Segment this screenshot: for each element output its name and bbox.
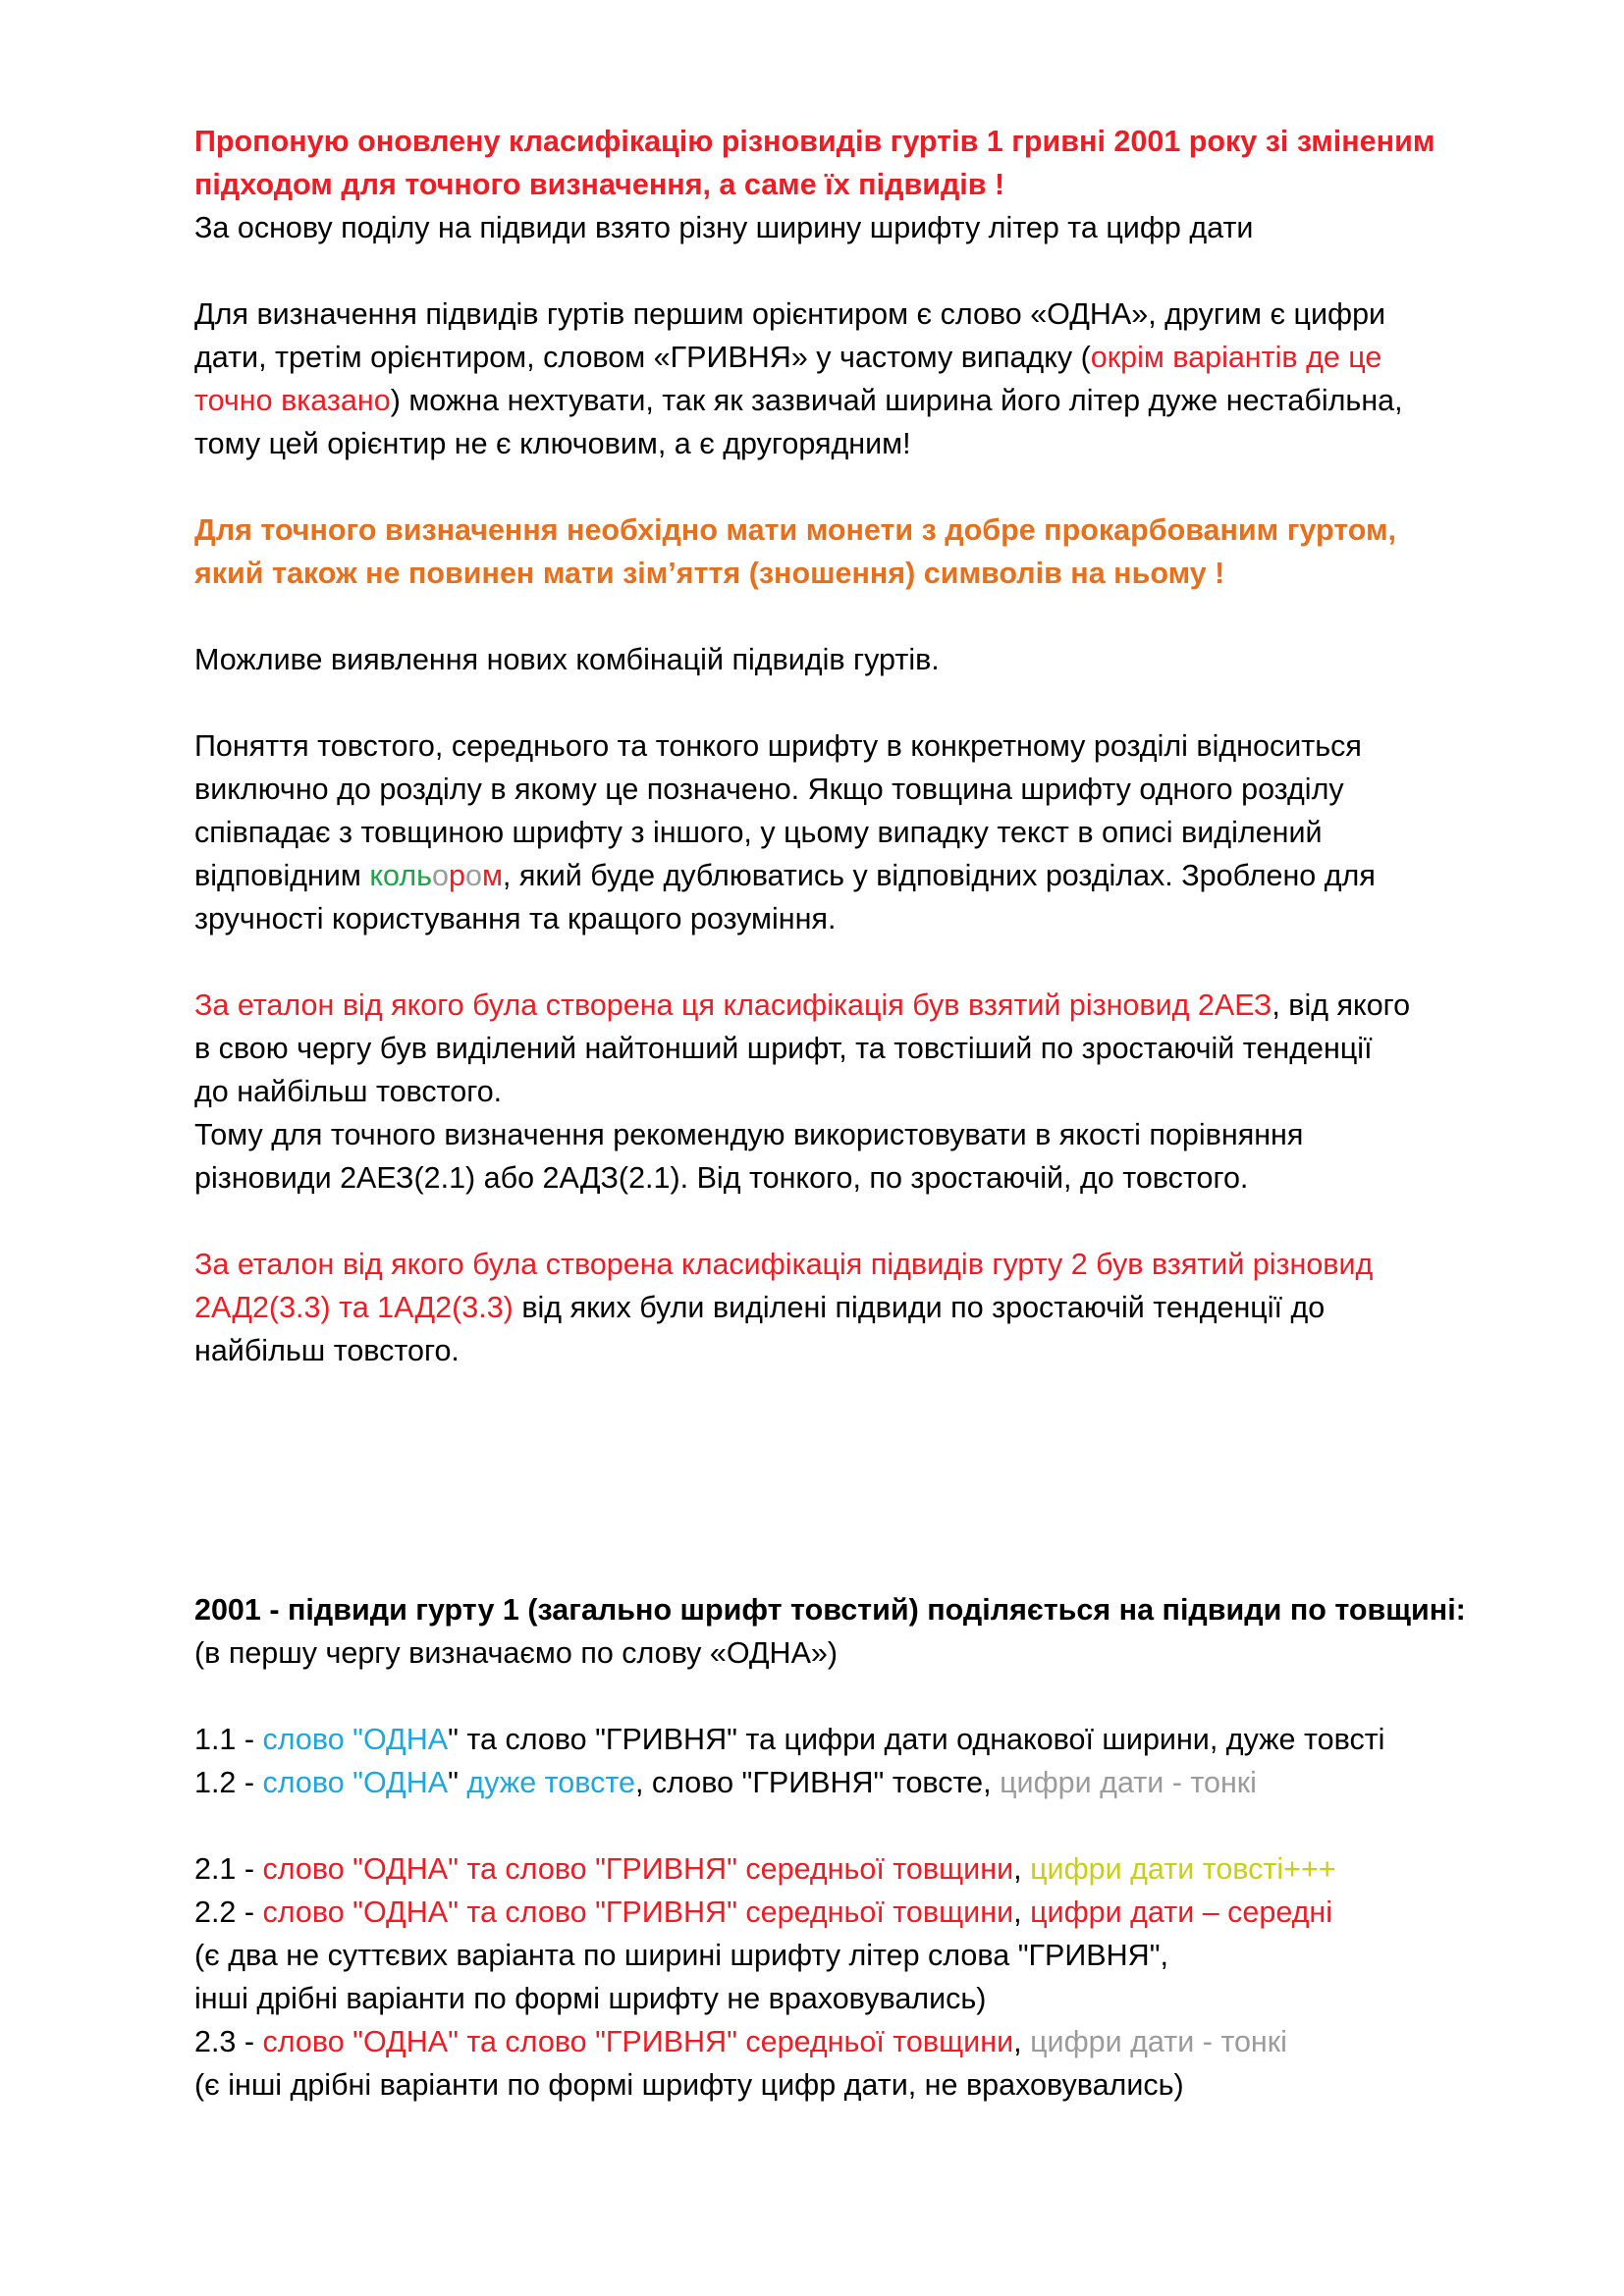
- text-line: дати, третім орієнтиром, словом «ГРИВНЯ» у частому випадку (окрім варіантів де це: [194, 341, 1382, 374]
- text-line: зручності користування та кращого розуміння.: [194, 902, 837, 935]
- color-word-part: о: [432, 859, 449, 892]
- text-line: Для визначення підвидів гуртів першим орієнтиром є слово «ОДНА», другим є цифри: [194, 297, 1386, 331]
- text-line: найбільш товстого.: [194, 1334, 460, 1367]
- text-line: співпадає з товщиною шрифту з іншого, у цьому випадку текст в описі виділений: [194, 816, 1323, 849]
- item-2-3: 2.3 - слово "ОДНА" та слово "ГРИВНЯ" середньої товщини, цифри дати - тонкі: [194, 2025, 1287, 2058]
- intro-basis: За основу поділу на підвиди взято різну ширину шрифту літер та цифр дати: [194, 211, 1254, 244]
- text-line: точно вказано) можна нехтувати, так як зазвичай ширина його літер дуже нестабільна,: [194, 384, 1403, 417]
- section-subheading: (в першу чергу визначаємо по слову «ОДНА»): [194, 1636, 839, 1670]
- section-heading: 2001 - підвиди гурту 1 (загально шрифт товстий) поділяється на підвиди по товщині:: [194, 1593, 1466, 1627]
- color-word-part: р: [449, 859, 465, 892]
- etalon-paragraph-2: [194, 1243, 1506, 1372]
- item-2-2: 2.2 - слово "ОДНА" та слово "ГРИВНЯ" середньої товщини, цифри дати – середні: [194, 1896, 1333, 1929]
- highlight-text: 2АД2(3.3) та 1АД2(3.3): [194, 1291, 514, 1324]
- text-line: в свою чергу був виділений найтонший шрифт, та товстіший по зростаючій тенденції: [194, 1032, 1373, 1065]
- text-line: Поняття товстого, середнього та тонкого шрифту в конкретному розділі відноситься: [194, 729, 1362, 763]
- note-line: Для точного визначення необхідно мати монети з добре прокарбованим гуртом,: [194, 513, 1397, 547]
- item-2-3-note: (є інші дрібні варіанти по формі шрифту цифр дати, не враховувались): [194, 2068, 1184, 2102]
- text-line: За еталон від якого була створена класифікація підвидів гурту 2 був взятий різновид: [194, 1248, 1374, 1281]
- highlight-text: окрім варіантів де це: [1090, 341, 1382, 374]
- item-2-2-note-2: інші дрібні варіанти по формі шрифту не враховувались): [194, 1982, 987, 2015]
- intro-title-line-1: Пропоную оновлену класифікацію різновидів гуртів 1 гривні 2001 року зі зміненим: [194, 125, 1435, 158]
- paragraph-orientation: [194, 293, 1506, 465]
- highlight-text: За еталон від якого була створена ця класифікація був взятий різновид 2АЕЗ: [194, 988, 1272, 1022]
- item-1-2: 1.2 - слово "ОДНА" дуже товсте, слово "ГРИВНЯ" товсте, цифри дати - тонкі: [194, 1766, 1257, 1799]
- highlight-text: точно вказано: [194, 384, 391, 417]
- color-word-part: о: [464, 859, 482, 892]
- etalon-paragraph-1: [194, 984, 1506, 1200]
- text-line: 2АД2(3.3) та 1АД2(3.3) від яких були виділені підвиди по зростаючій тенденції до: [194, 1291, 1326, 1324]
- text-line: тому цей орієнтир не є ключовим, а є другорядним!: [194, 427, 911, 460]
- text-line: різновиди 2АЕЗ(2.1) або 2АДЗ(2.1). Від тонкого, по зростаючій, до товстого.: [194, 1161, 1249, 1195]
- intro-title-line-2: підходом для точного визначення, а саме їх підвидів !: [194, 168, 1005, 201]
- note-line: який також не повинен мати зім’яття (зношення) символів на ньому !: [194, 557, 1225, 590]
- text-line: За еталон від якого була створена ця класифікація був взятий різновид 2АЕЗ, від якого: [194, 988, 1411, 1022]
- item-2-1: 2.1 - слово "ОДНА" та слово "ГРИВНЯ" середньої товщини, цифри дати товсті+++: [194, 1852, 1336, 1886]
- color-word-part: м: [481, 859, 503, 892]
- possible-note: Можливе виявлення нових комбінацій підвидів гуртів.: [194, 643, 940, 676]
- color-word-part: коль: [369, 859, 433, 892]
- concept-paragraph: [194, 724, 1506, 940]
- item-1-1: 1.1 - слово "ОДНА" та слово "ГРИВНЯ" та цифри дати однакової ширини, дуже товсті: [194, 1723, 1385, 1756]
- text-line: Тому для точного визначення рекомендую використовувати в якості порівняння: [194, 1118, 1304, 1151]
- text-line: відповідним кольором, який буде дублюватись у відповідних розділах. Зроблено для: [194, 859, 1376, 892]
- text-line: до найбільш товстого.: [194, 1075, 503, 1108]
- text-line: виключно до розділу в якому це позначено. Якщо товщина шрифту одного розділу: [194, 773, 1344, 806]
- item-2-2-note-1: (є два не суттєвих варіанта по ширині шрифту літер слова "ГРИВНЯ",: [194, 1939, 1168, 1972]
- note-paragraph: [194, 508, 1506, 595]
